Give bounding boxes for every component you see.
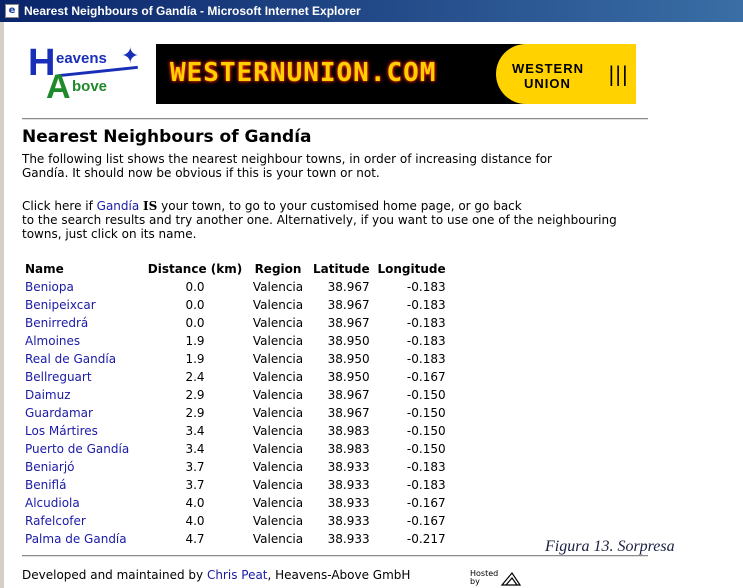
instructions-line-3: towns, just click on its name. xyxy=(22,227,197,241)
distance-cell: 3.7 xyxy=(185,460,205,474)
home-town-link[interactable]: Gandía xyxy=(96,199,140,213)
longitude-cell: -0.183 xyxy=(406,478,446,492)
table-row xyxy=(22,332,449,350)
column-header-distance: Distance (km) xyxy=(147,262,243,276)
column-header-longitude: Longitude xyxy=(377,262,446,276)
latitude-cell: 38.933 xyxy=(327,532,370,546)
western-union-logo-line1: WESTERN xyxy=(512,61,584,76)
latitude-cell: 38.967 xyxy=(327,316,370,330)
table-row xyxy=(22,404,449,422)
name-cell xyxy=(22,332,144,350)
name-cell xyxy=(22,530,144,548)
region-cell: Valencia xyxy=(252,352,304,366)
name-cell xyxy=(22,368,144,386)
table-row xyxy=(22,440,449,458)
table-row xyxy=(22,278,449,296)
latitude-cell: 38.967 xyxy=(327,280,370,294)
table-row xyxy=(22,458,449,476)
region-cell: Valencia xyxy=(252,316,304,330)
table-header-row xyxy=(22,260,449,278)
latitude-cell: 38.967 xyxy=(327,406,370,420)
town-name-link[interactable]: Benipeixcar xyxy=(25,298,96,312)
name-cell xyxy=(22,278,144,296)
figure-caption: Figura 13. Sorpresa xyxy=(545,538,675,555)
region-cell: Valencia xyxy=(252,532,304,546)
region-cell: Valencia xyxy=(252,280,304,294)
name-cell xyxy=(22,350,144,368)
instructions-line-1 xyxy=(22,199,522,214)
longitude-cell: -0.150 xyxy=(406,424,446,438)
footer-text-1: Developed and maintained by xyxy=(22,568,207,582)
latitude-cell: 38.983 xyxy=(327,442,370,456)
longitude-cell: -0.183 xyxy=(406,352,446,366)
logo-letter-a: A xyxy=(46,68,71,106)
instructions-text-1: Click here if xyxy=(22,199,97,213)
town-name-link[interactable]: Benirredrá xyxy=(25,316,89,330)
name-cell xyxy=(22,476,144,494)
longitude-cell: -0.183 xyxy=(406,460,446,474)
column-header-region: Region xyxy=(254,262,302,276)
heavens-above-logo[interactable] xyxy=(28,44,138,104)
longitude-cell: -0.183 xyxy=(406,316,446,330)
longitude-cell: -0.150 xyxy=(406,442,446,456)
window-title: Nearest Neighbours of Gandía - Microsoft Internet Explorer xyxy=(24,4,361,18)
latitude-cell: 38.950 xyxy=(327,370,370,384)
author-link[interactable]: Chris Peat xyxy=(206,568,268,582)
distance-cell: 0.0 xyxy=(185,280,205,294)
town-name-link[interactable]: Beniflá xyxy=(25,478,67,492)
western-union-logo-line2: UNION xyxy=(524,76,571,91)
table-row xyxy=(22,422,449,440)
table-row xyxy=(22,314,449,332)
column-header-latitude: Latitude xyxy=(313,262,370,276)
distance-cell: 3.4 xyxy=(185,424,205,438)
distance-cell: 1.9 xyxy=(185,334,205,348)
latitude-cell: 38.950 xyxy=(327,334,370,348)
name-cell xyxy=(22,386,144,404)
name-cell xyxy=(22,458,144,476)
town-name-link[interactable]: Puerto de Gandía xyxy=(25,442,130,456)
logo-letter-h: H xyxy=(28,42,56,84)
instructions-text-3: your town, to go to your customised home page, or go back xyxy=(157,199,522,213)
town-name-link[interactable]: Almoines xyxy=(25,334,81,348)
region-cell: Valencia xyxy=(252,424,304,438)
town-name-link[interactable]: Palma de Gandía xyxy=(25,532,127,546)
town-name-link[interactable]: Beniopa xyxy=(25,280,74,294)
region-cell: Valencia xyxy=(252,406,304,420)
town-name-link[interactable]: Real de Gandía xyxy=(25,352,117,366)
longitude-cell: -0.150 xyxy=(406,406,446,420)
browser-content-area xyxy=(0,22,743,588)
town-name-link[interactable]: Alcudiola xyxy=(25,496,80,510)
distance-cell: 1.9 xyxy=(185,352,205,366)
region-cell: Valencia xyxy=(252,514,304,528)
intro-line-2: Gandía. It should now be obvious if this is your town or not. xyxy=(22,166,380,180)
logo-text-eavens: eavens xyxy=(56,50,107,67)
hosted-by-label: Hosted by xyxy=(470,569,499,586)
region-cell: Valencia xyxy=(252,388,304,402)
footer-text-2: , Heavens-Above GmbH xyxy=(267,568,411,582)
latitude-cell: 38.983 xyxy=(327,424,370,438)
longitude-cell: -0.183 xyxy=(406,334,446,348)
longitude-cell: -0.217 xyxy=(406,532,446,546)
latitude-cell: 38.933 xyxy=(327,460,370,474)
name-cell xyxy=(22,494,144,512)
longitude-cell: -0.183 xyxy=(406,280,446,294)
distance-cell: 2.9 xyxy=(185,388,205,402)
column-header-name: Name xyxy=(25,262,64,276)
region-cell: Valencia xyxy=(252,370,304,384)
divider-top xyxy=(22,118,648,120)
longitude-cell: -0.150 xyxy=(406,388,446,402)
distance-cell: 3.7 xyxy=(185,478,205,492)
town-name-link[interactable]: Daimuz xyxy=(25,388,71,402)
host-logo-icon[interactable] xyxy=(500,570,522,586)
name-cell xyxy=(22,422,144,440)
name-cell xyxy=(22,404,144,422)
latitude-cell: 38.967 xyxy=(327,298,370,312)
instructions-line-2: to the search results and try another one. Alternatively, if you want to use one of the neighbouring xyxy=(22,213,617,227)
latitude-cell: 38.967 xyxy=(327,388,370,402)
table-row xyxy=(22,476,449,494)
region-cell: Valencia xyxy=(252,442,304,456)
latitude-cell: 38.933 xyxy=(327,478,370,492)
logo-text-bove: bove xyxy=(72,78,108,95)
instructions-is-bold: IS xyxy=(143,199,158,213)
intro-line-1: The following list shows the nearest neighbour towns, in order of increasing distance for xyxy=(22,152,552,166)
distance-cell: 4.0 xyxy=(185,514,205,528)
ie-page-icon: e xyxy=(5,4,19,18)
latitude-cell: 38.933 xyxy=(327,514,370,528)
distance-cell: 3.4 xyxy=(185,442,205,456)
distance-cell: 4.0 xyxy=(185,496,205,510)
distance-cell: 4.7 xyxy=(185,532,205,546)
latitude-cell: 38.933 xyxy=(327,496,370,510)
town-name-link[interactable]: Beniarjó xyxy=(25,460,75,474)
banner-text: WESTERNUNION.COM xyxy=(170,58,437,88)
distance-cell: 2.9 xyxy=(185,406,205,420)
table-row xyxy=(22,530,449,548)
longitude-cell: -0.167 xyxy=(406,370,446,384)
table-row xyxy=(22,494,449,512)
window-titlebar[interactable] xyxy=(0,0,743,22)
town-name-link[interactable]: Guardamar xyxy=(25,406,93,420)
name-cell xyxy=(22,296,144,314)
distance-cell: 0.0 xyxy=(185,316,205,330)
region-cell: Valencia xyxy=(252,334,304,348)
footer-credits xyxy=(22,568,410,582)
region-cell: Valencia xyxy=(252,496,304,510)
town-name-link[interactable]: Rafelcofer xyxy=(25,514,86,528)
latitude-cell: 38.950 xyxy=(327,352,370,366)
name-cell xyxy=(22,512,144,530)
region-cell: Valencia xyxy=(252,460,304,474)
table-row xyxy=(22,296,449,314)
page-title: Nearest Neighbours of Gandía xyxy=(22,127,312,147)
town-name-link[interactable]: Los Mártires xyxy=(25,424,98,438)
western-union-logo xyxy=(496,44,636,104)
western-union-banner-ad[interactable] xyxy=(156,44,629,104)
table-row xyxy=(22,350,449,368)
distance-cell: 2.4 xyxy=(185,370,205,384)
town-name-link[interactable]: Bellreguart xyxy=(25,370,92,384)
star-icon: ✦ xyxy=(121,44,140,69)
region-cell: Valencia xyxy=(252,298,304,312)
region-cell: Valencia xyxy=(252,478,304,492)
table-row xyxy=(22,368,449,386)
name-cell xyxy=(22,314,144,332)
name-cell xyxy=(22,440,144,458)
neighbours-table xyxy=(22,260,449,548)
distance-cell: 0.0 xyxy=(185,298,205,312)
western-union-bars-icon: ||| xyxy=(608,62,629,86)
longitude-cell: -0.183 xyxy=(406,298,446,312)
table-row xyxy=(22,386,449,404)
table-row xyxy=(22,512,449,530)
longitude-cell: -0.167 xyxy=(406,496,446,510)
longitude-cell: -0.167 xyxy=(406,514,446,528)
